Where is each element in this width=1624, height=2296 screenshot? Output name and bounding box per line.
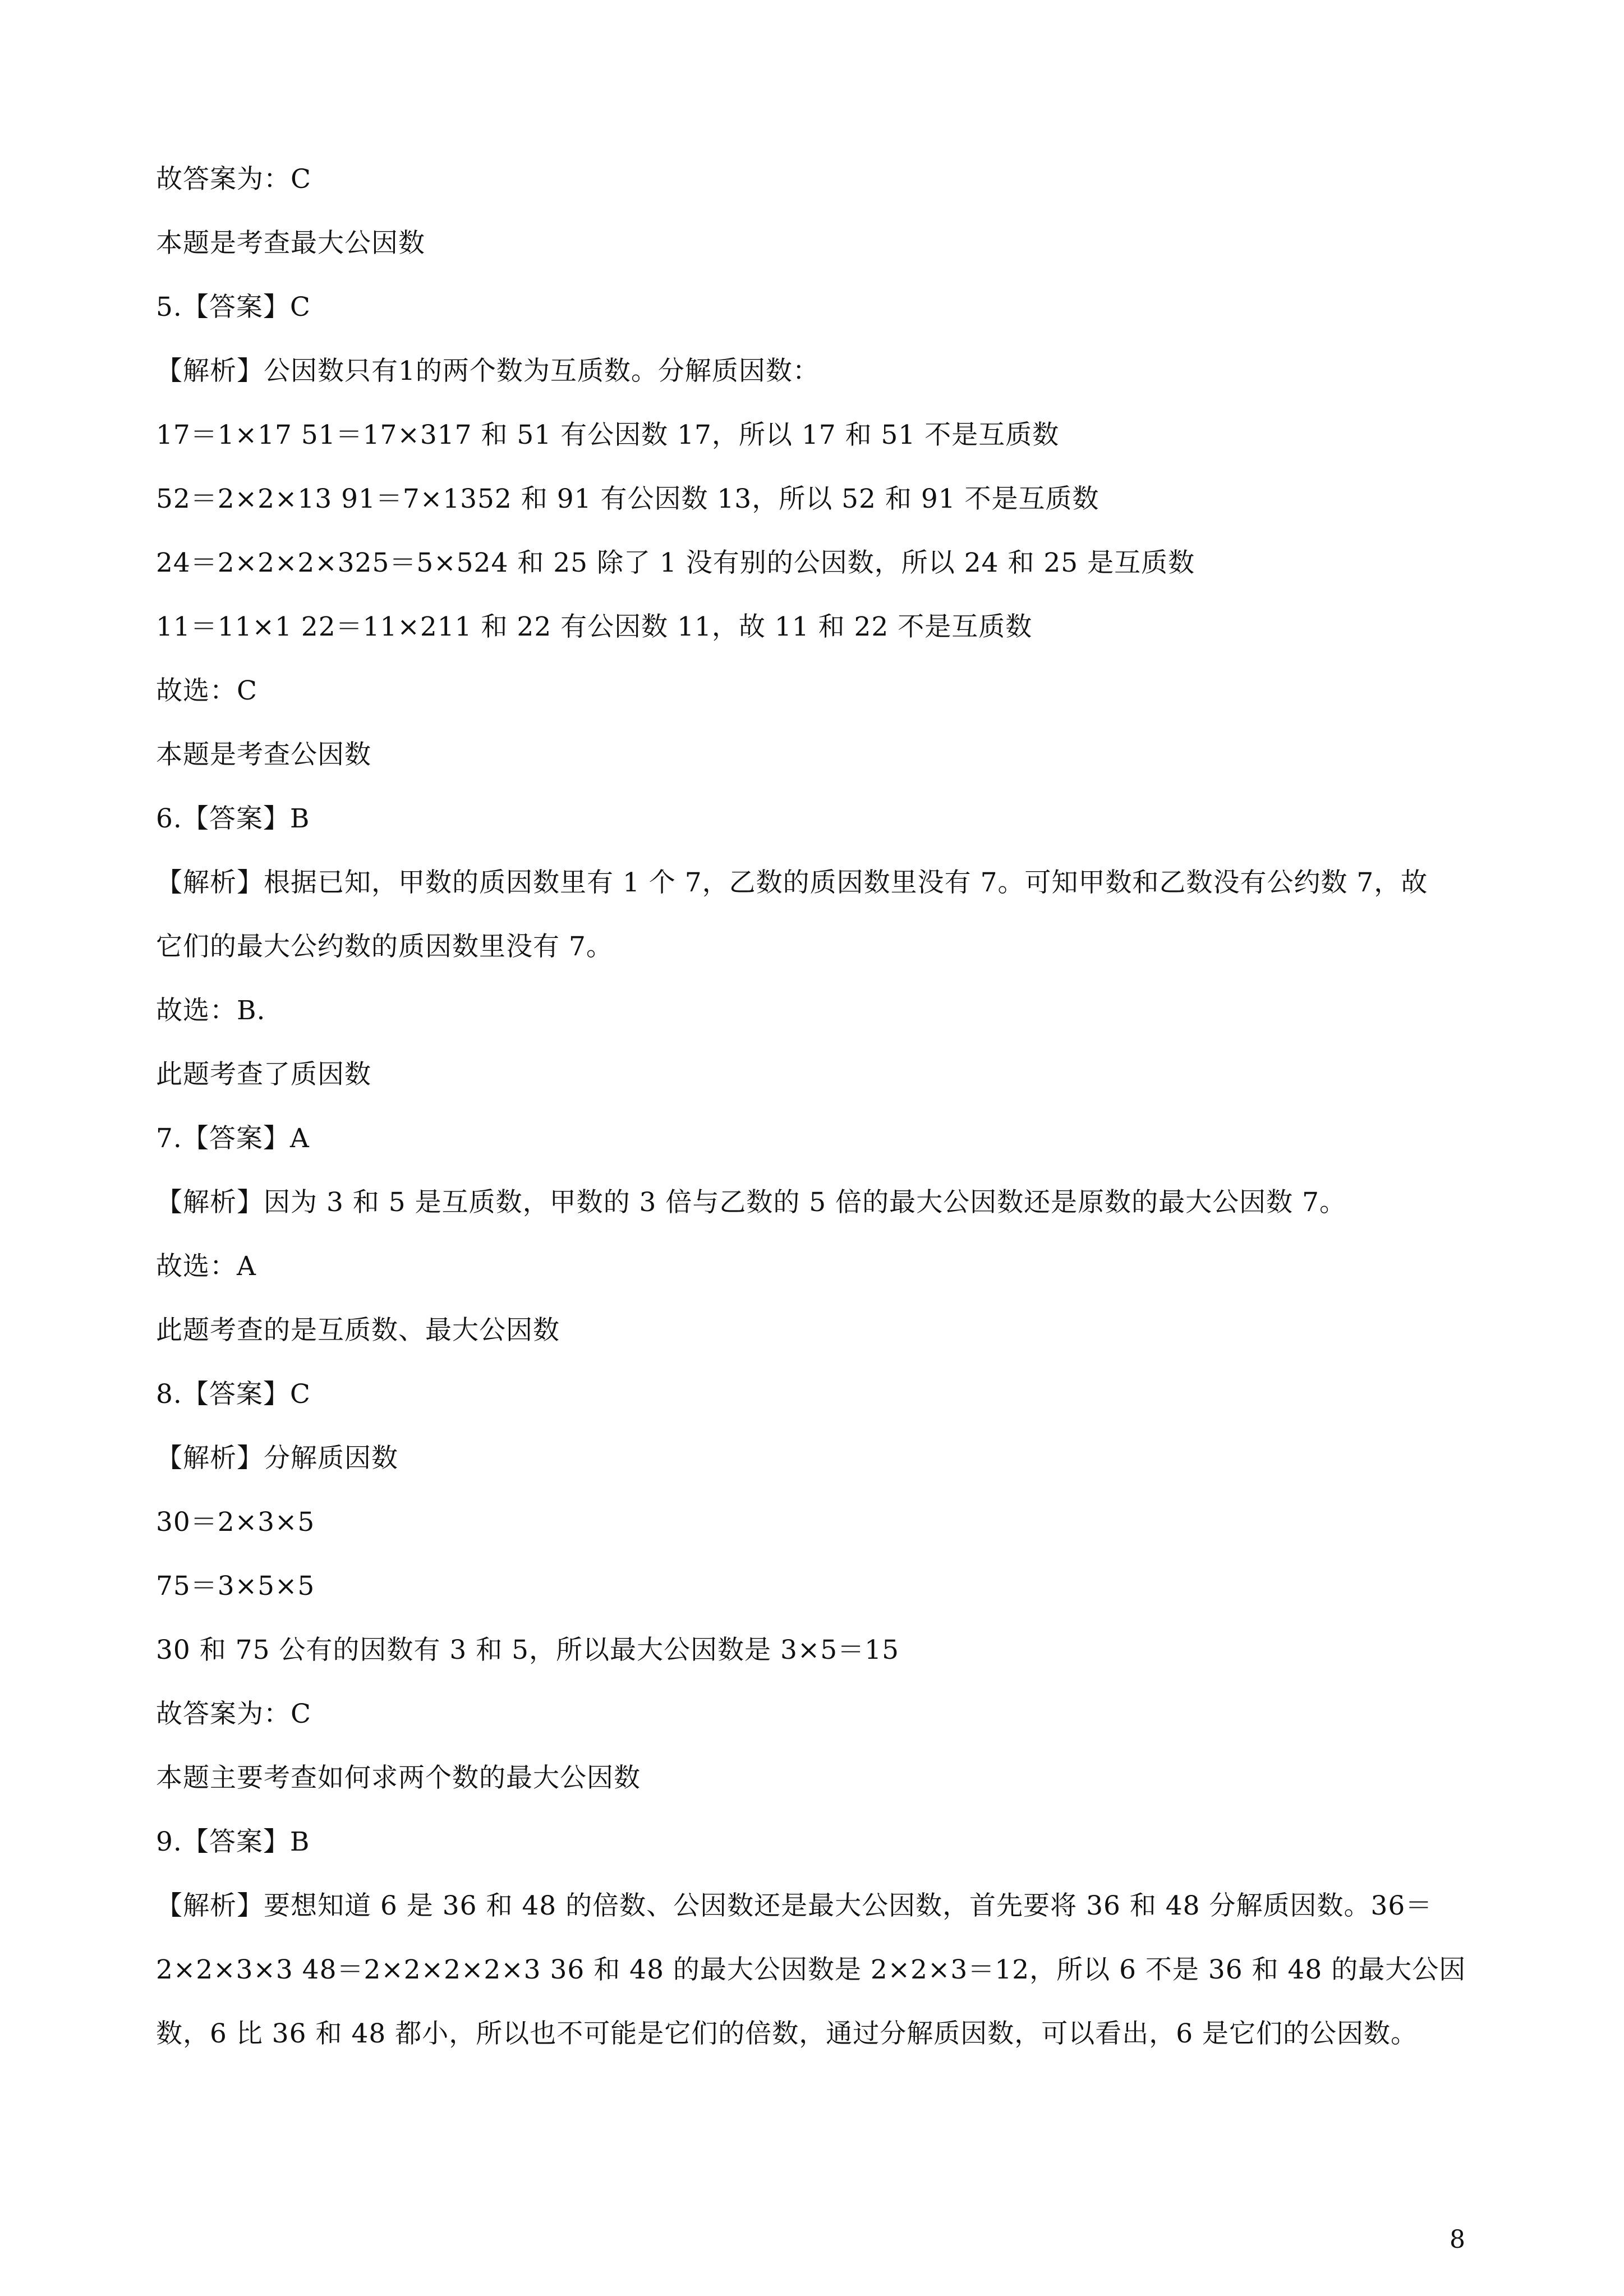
choice-line: 故选：A	[156, 1251, 256, 1282]
topic-note: 本题主要考查如何求两个数的最大公因数	[156, 1763, 641, 1793]
page-content	[156, 164, 1491, 2082]
question-7-analysis: 【解析】因为 3 和 5 是互质数，甲数的 3 倍与乙数的 5 倍的最大公因数还是原数的最大公因数 7。	[156, 1187, 1346, 1218]
analysis-line: 【解析】根据已知，甲数的质因数里有 1 个 7，乙数的质因数里没有 7。可知甲数和乙数没有公约数 7，故	[156, 867, 1428, 898]
analysis-line: 它们的最大公约数的质因数里没有 7。	[156, 931, 613, 962]
choice-line: 故选：C	[156, 675, 257, 706]
question-8-answer: 8.【答案】C	[156, 1379, 311, 1410]
answer-line: 故答案为：C	[156, 164, 311, 195]
question-9-analysis	[156, 1890, 1491, 2050]
question-5-analysis: 【解析】公因数只有1的两个数为互质数。分解质因数：	[156, 356, 820, 386]
factorization-line: 11＝11×1 22＝11×211 和 22 有公因数 11，故 11 和 22 不是互质数	[156, 611, 1033, 642]
question-6-answer: 6.【答案】B	[156, 803, 310, 834]
topic-note: 本题是考查公因数	[156, 739, 371, 770]
topic-note: 此题考查了质因数	[156, 1059, 371, 1090]
analysis-line: 【解析】要想知道 6 是 36 和 48 的倍数、公因数还是最大公因数，首先要将 36 和 48 分解质因数。36＝	[156, 1890, 1433, 1921]
question-9-answer: 9.【答案】B	[156, 1826, 310, 1857]
factorization-line: 30 和 75 公有的因数有 3 和 5，所以最大公因数是 3×5＝15	[156, 1635, 899, 1665]
topic-note: 本题是考查最大公因数	[156, 228, 425, 259]
question-8-analysis: 【解析】分解质因数	[156, 1443, 398, 1474]
question-6-analysis	[156, 867, 1491, 963]
choice-line: 故选：B.	[156, 995, 266, 1026]
question-7-answer: 7.【答案】A	[156, 1123, 310, 1154]
answer-line: 故答案为：C	[156, 1699, 311, 1729]
page-number: 8	[1450, 2225, 1465, 2254]
topic-note: 此题考查的是互质数、最大公因数	[156, 1315, 560, 1346]
analysis-line: 数，6 比 36 和 48 都小，所以也不可能是它们的倍数，通过分解质因数，可以看出，6 是它们的公因数。	[156, 2018, 1418, 2049]
factorization-line: 24＝2×2×2×325＝5×524 和 25 除了 1 没有别的公因数，所以 24 和 25 是互质数	[156, 547, 1195, 578]
question-5-answer: 5.【答案】C	[156, 292, 311, 323]
factorization-line: 52＝2×2×13 91＝7×1352 和 91 有公因数 13，所以 52 和 91 不是互质数	[156, 484, 1099, 514]
factorization-line: 30＝2×3×5	[156, 1507, 315, 1538]
factorization-line: 75＝3×5×5	[156, 1571, 315, 1602]
factorization-line: 17＝1×17 51＝17×317 和 51 有公因数 17，所以 17 和 51 不是互质数	[156, 420, 1060, 450]
analysis-line: 2×2×3×3 48＝2×2×2×2×3 36 和 48 的最大公因数是 2×2×3＝12，所以 6 不是 36 和 48 的最大公因	[156, 1954, 1466, 1985]
